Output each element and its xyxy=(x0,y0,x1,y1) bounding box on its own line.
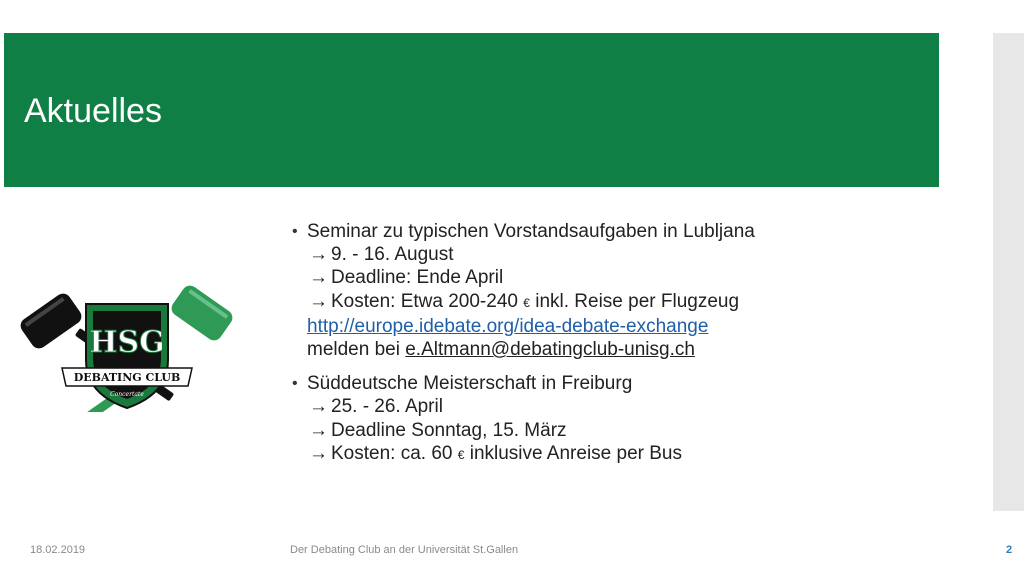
bullet-meisterschaft xyxy=(292,372,932,467)
cost-suffix: inklusive Anreise per Bus xyxy=(464,442,682,464)
slide-title: Aktuelles xyxy=(24,92,162,130)
exchange-link[interactable]: http://europe.idebate.org/idea-debate-exchange xyxy=(307,315,709,337)
sub-item xyxy=(307,419,932,442)
sub-item-text: Deadline Sonntag, 15. März xyxy=(331,419,567,441)
logo-text-motto: Concertate xyxy=(110,391,144,398)
sub-item xyxy=(307,243,932,266)
arrow-right-icon: → xyxy=(309,244,328,266)
slide-content xyxy=(292,220,932,467)
cost-suffix: inkl. Reise per Flugzeug xyxy=(529,290,740,312)
footer-date: 18.02.2019 xyxy=(30,544,86,556)
footer-center-text: Der Debating Club an der Universität St.Gallen xyxy=(290,544,519,556)
page-number: 2 xyxy=(1006,544,1013,556)
arrow-right-icon: → xyxy=(309,267,328,289)
logo-text-main: HSG xyxy=(89,325,165,360)
arrow-right-icon: → xyxy=(309,419,328,441)
bullet-heading: Seminar zu typischen Vorstandsaufgaben in Lubljana xyxy=(307,221,755,242)
bullet-symbol: • xyxy=(292,223,298,240)
scrollbar[interactable] xyxy=(993,33,1024,511)
contact-line xyxy=(307,338,932,361)
sub-item-text: Deadline: Ende April xyxy=(331,267,504,289)
bullet-seminar xyxy=(292,220,932,361)
sub-item-cost xyxy=(307,290,932,315)
arrow-right-icon: → xyxy=(309,290,328,312)
arrow-right-icon: → xyxy=(309,396,328,418)
sub-item xyxy=(307,395,932,418)
sub-item xyxy=(307,266,932,289)
logo-text-banner: DEBATING CLUB xyxy=(73,371,181,384)
sub-item-text: 9. - 16. August xyxy=(331,244,454,266)
bullet-heading: Süddeutsche Meisterschaft in Freiburg xyxy=(307,373,633,395)
bullet-symbol: • xyxy=(292,375,298,393)
euro-symbol: € xyxy=(457,447,465,462)
contact-prefix: melden bei xyxy=(307,339,406,361)
arrow-right-icon: → xyxy=(309,442,328,464)
contact-email[interactable]: e.Altmann@debatingclub-unisg.ch xyxy=(405,339,695,361)
sub-item-cost xyxy=(307,442,932,467)
cost-prefix: Kosten: ca. 60 xyxy=(331,442,458,464)
euro-symbol: € xyxy=(523,295,530,310)
hsg-debating-club-logo xyxy=(18,282,236,412)
cost-prefix: Kosten: Etwa 200-240 xyxy=(331,290,524,312)
sub-item-text: 25. - 26. April xyxy=(331,396,443,418)
